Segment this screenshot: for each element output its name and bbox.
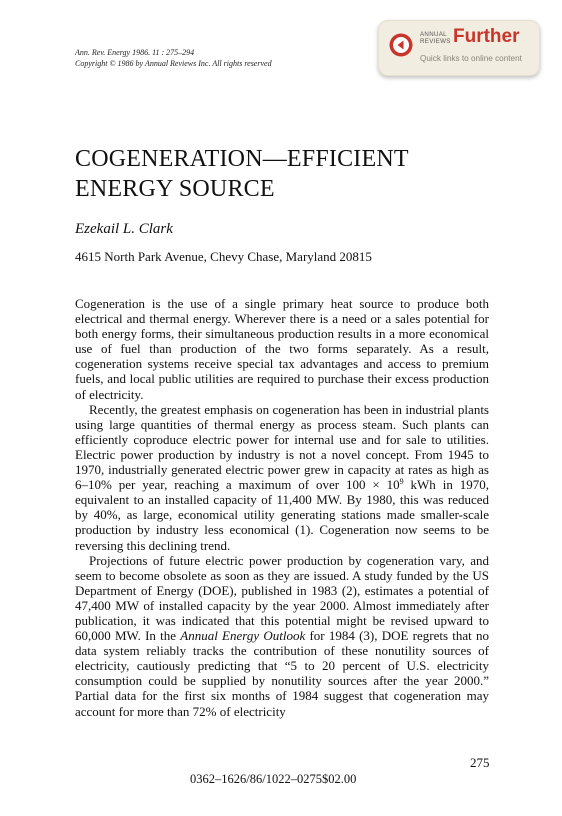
author-name: Ezekail L. Clark: [75, 221, 173, 237]
annual-reviews-further-badge[interactable]: [378, 20, 540, 76]
play-arrow-circle-icon: [389, 33, 413, 57]
paragraph-2: [75, 402, 489, 553]
exponent-superscript: 9: [399, 477, 404, 487]
badge-annual-text: ANNUAL: [420, 31, 447, 38]
badge-brand-small: [420, 31, 451, 45]
paragraph-2-text-b: kWh in 1970, equivalent to an installed capacity of 11,400 MW. By 1980, this was reduced by 40%, as large, economical utility generating stations made smaller-scale production by industry less economical (1). Cogeneration now seems to be reversing this declining trend.: [75, 477, 489, 553]
badge-quick-links-text: Quick links to online content: [420, 54, 522, 63]
paragraph-3: [75, 553, 489, 719]
badge-reviews-text: REVIEWS: [420, 38, 451, 45]
page-number: 275: [470, 755, 490, 770]
citation-line-1: Ann. Rev. Energy 1986. 11 : 275–294: [75, 48, 195, 57]
journal-citation: [75, 48, 272, 69]
paragraph-3-text-b: for 1984 (3), DOE regrets that no data system reliably tracks the contribution of these nonutility sources of electricity, cautiously predicting that “5 to 20 percent of U.S. electricity consumption could be supplied by nonutility sources after the year 2000.” Partial data for the first six months of 1984 suggest that cogeneration may account for more than 72% of electricity: [75, 628, 489, 719]
paragraph-2-text-a: Recently, the greatest emphasis on cogeneration has been in industrial plants using large quantities of thermal energy as process steam. Such plants can efficiently coproduce electric power for internal use and for sale to utilities. Electric power production by industry is not a novel concept. From 1945 to 1970, industrially generated electric power grew in capacity at rates as high as 6–10% per year, reaching a maximum of over 100 × 10: [75, 401, 489, 493]
annual-energy-outlook-title: Annual Energy Outlook: [180, 628, 306, 644]
title-line-2: ENERGY SOURCE: [75, 176, 275, 202]
article-code: 0362–1626/86/1022–0275$02.00: [190, 772, 357, 786]
article-title: [75, 144, 409, 204]
badge-further-text: Further: [453, 26, 520, 47]
title-line-1: COGENERATION—EFFICIENT: [75, 146, 409, 172]
author-affiliation: 4615 North Park Avenue, Chevy Chase, Maryland 20815: [75, 249, 372, 264]
paragraph-1: Cogeneration is the use of a single primary heat source to produce both electrical and thermal energy. Wherever there is a need or a sales potential for both energy forms, their simultaneous production results in a more economical use of fuel than production of the two forms separately. As a result, cogeneration systems receive special tax advantages and access to premium fuels, and local public utilities are required to purchase their excess production of electricity.: [75, 296, 489, 402]
citation-line-2: Copyright © 1986 by Annual Reviews Inc. All rights reserved: [75, 58, 272, 68]
paragraph-3-text-a: Projections of future electric power production by cogeneration vary, and seem to become obsolete as soon as they are issued. A study funded by the US Department of Energy (DOE), published in 1983 (2), estimates a potential of 47,400 MW of installed capacity by the year 2000. Almost immediately after publication, it was indicated that this potential might be revised upward to 60,000 MW. In the: [75, 552, 489, 644]
article-body: [75, 296, 489, 719]
